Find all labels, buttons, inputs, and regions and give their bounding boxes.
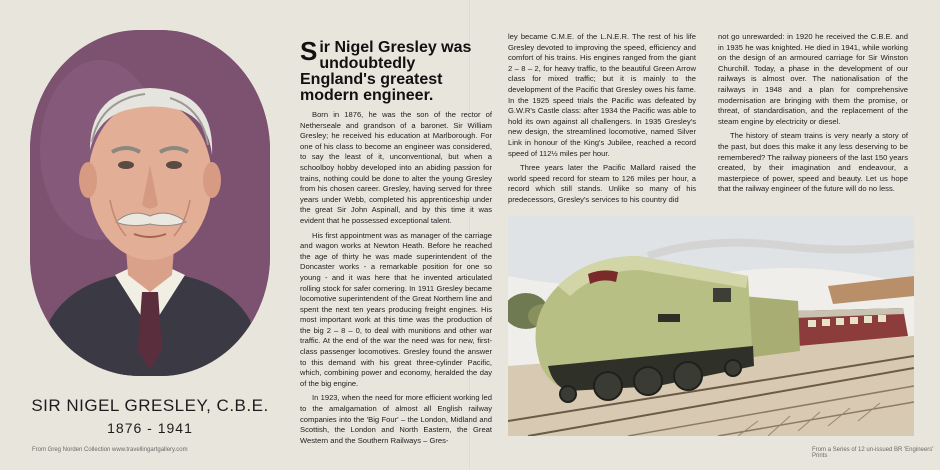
paragraph: not go unrewarded: in 1920 he received the C.B.E. and in 1935 he was knighted. He died in 1941, while working on the design of an armoured carriage for Sir Winston Churchill. Today, a phase in the development of our railways is almost over. The nationalisation of the railways in 1948 and a plan for comprehensive modernisation are bringing with them the promise, or threat, of standardisation, and the replacement of the steam engine by electricity or diesel. [718, 32, 908, 126]
paragraph: The history of steam trains is very nearly a story of the past, but does this make it any less deserving to be remembered? The railway pioneers of the last 150 years created, by their imagination and endeavour, a masterpiece of power, speed and beauty. Let us hope that the railway engineer of the future will do no less. [718, 131, 908, 194]
paragraph: Born in 1876, he was the son of the rector of Netherseale and grandson of a baronet. Sir William Gresley; he received his education at Marlborough. For one of his class to become an engineer was considered, to say the least of it, unconventional, but when a schoolboy hobby developed into an abiding passion for trains, nothing could be done to alter the young Gresley from his chosen career. Gresley, having served for three years under Webb, completed his apprenticeship under the great Sir John Aspinall, and by this time it was evident that he possessed exceptional talent. [300, 110, 492, 225]
paragraph: In 1923, when the need for more efficient working led to the amalgamation of almost all English railway companies into the 'Big Four' – the London, Midland and Scottish, the London and North Eastern, the Great Western and the Southern Railways – Gres- [300, 393, 492, 445]
portrait-illustration [30, 30, 270, 376]
series-credit: From a Series of 12 un-issued BR 'Engineers' Prints [812, 447, 934, 459]
paragraph: His first appointment was as manager of the carriage and wagon works at Newton Heath. Before he reached the age of thirty he was made superintendent of the Doncaster works - a remarkable position for one so young - and it was here that he invented articulated rolling stock for safer cornering. In 1911 Gresley became locomotive superintendent of the Great Northern line and spent the next ten years producing freight engines. His most important work at this time was the production of the big 2 – 8 – 0, to deal with munitions and other war traffic. At the end of the war the need was for new, first-class passenger locomotives. Gresley found the answer to this demand with his great three-cylinder Pacific, which, combining power and economy, heralded the day of the big engine. [300, 230, 492, 388]
locomotive-illustration [508, 216, 914, 436]
paragraph: ley became C.M.E. of the L.N.E.R. The rest of his life Gresley devoted to improving the speed, efficiency and comfort of his trains. His engines ranged from the giant 2 – 8 – 2, for heavy traffic, to the beautiful Green Arrow class for mixed traffic; but it is mainly to the development of the Pacific that Gresley owes his fame. In the 1925 speed trials the Pacific was defeated by G.W.R's Castle class: after 1934 the Pacific was able to hold its own against all challengers. In 1935 Gresley's new design, the streamlined locomotive, named Silver Link in honour of the King's Jubilee, reached a record speed of 112½ miles per hour. [508, 32, 696, 158]
article-column-2 [508, 32, 696, 210]
lead-text: ir Nigel Gresley was undoubtedly England's greatest modern engineer. [300, 39, 472, 104]
collection-credit: From Greg Norden Collection www.travellingartgallery.com [32, 447, 188, 453]
locomotive-icon [508, 216, 914, 436]
article-column-3 [718, 32, 908, 199]
article-lead [300, 36, 492, 104]
paragraph: Three years later the Pacific Mallard raised the world speed record for steam to 126 miles per hour, a record which still stands. Unlike so many of his predecessors, Gresley's services to his country did [508, 163, 696, 204]
portrait-icon [30, 30, 270, 376]
subject-dates: 1876 - 1941 [107, 420, 193, 436]
subject-name: SIR NIGEL GRESLEY, C.B.E. [31, 396, 269, 415]
drop-cap: S [300, 36, 318, 66]
article-column-1 [300, 36, 492, 450]
